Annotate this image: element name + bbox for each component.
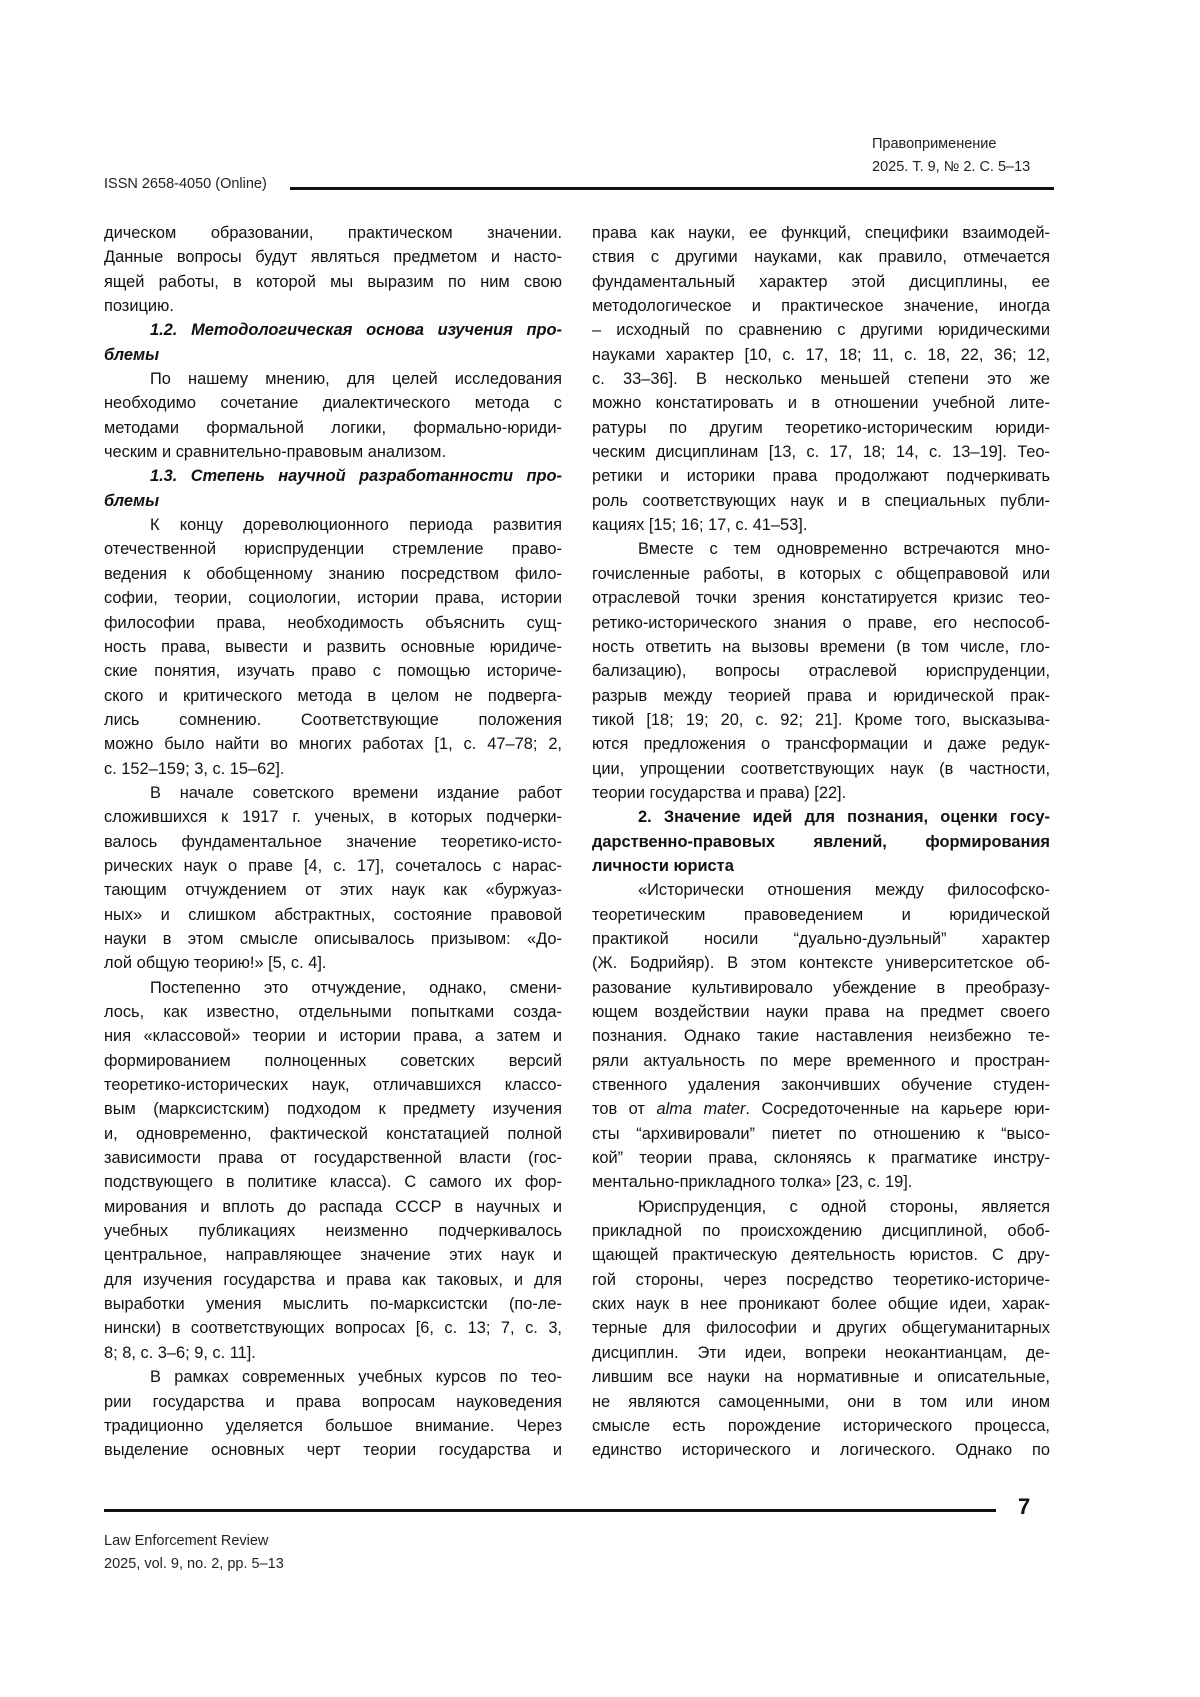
text-line: необходимо сочетание диалектического метода с <box>104 394 562 413</box>
text-line: Вместе с тем одновременно встречаются мно- <box>638 540 1050 559</box>
text-line: гочисленные работы, в которых с общеправовой или <box>592 564 1050 583</box>
issue-info-ru: 2025. Т. 9, № 2. С. 5–13 <box>872 159 1031 175</box>
text-line: и, одновременно, фактической констатацией полной <box>104 1124 562 1143</box>
text-line: ных» и слишком абстрактных, состояние правовой <box>104 905 562 924</box>
text-line: для изучения государства и права как таковых, и для <box>104 1270 562 1289</box>
text-line: права как науки, ее функций, специфики взаимодей- <box>592 224 1050 242</box>
text-line: В рамках современных учебных курсов по тео- <box>150 1368 562 1387</box>
running-footer <box>104 1530 284 1576</box>
text-line: (Ж. Бодрийяр). В этом контексте университетское об- <box>592 954 1050 973</box>
text-fragment: . Сосредоточенные на карьере юри- <box>745 1100 1050 1119</box>
left-text-column <box>104 221 562 1463</box>
text-line: дическом образовании, практическом значении. <box>104 224 562 242</box>
text-line: терные для философии и других общегуманитарных <box>592 1319 1050 1338</box>
text-line: познания. Однако такие наставления неизбежно те- <box>592 1027 1050 1046</box>
text-line: ния «классовой» теории и истории права, а затем и <box>104 1027 562 1046</box>
text-line: Юриспруденция, с одной стороны, является <box>638 1197 1050 1216</box>
journal-title-en: Law Enforcement Review <box>104 1533 269 1549</box>
text-line: кациях [15; 16; 17, с. 41–53]. <box>592 516 808 535</box>
text-line: ящей работы, в которой мы выразим по ним свою <box>104 272 562 291</box>
text-line: единство исторического и логического. Однако по <box>592 1441 1050 1460</box>
text-line: не являются самоценными, они в том или ином <box>592 1392 1050 1411</box>
text-line: центральное, направляющее значение этих наук и <box>104 1246 562 1265</box>
text-fragment: тов от <box>592 1100 657 1119</box>
text-line: ских наук в нее проникают более общие идеи, харак- <box>592 1295 1050 1314</box>
text-line: позицию. <box>104 297 174 316</box>
section-heading-line: дарственно-правовых явлений, формирования <box>592 832 1050 851</box>
text-line: формированием полноценных советских версий <box>104 1051 562 1070</box>
text-line: щающей практическую деятельность юристов. С дру- <box>592 1246 1050 1265</box>
text-line: нински) в соответствующих вопросах [6, с. 13; 7, с. 3, <box>104 1319 562 1338</box>
text-line: можно было найти во многих работах [1, с. 47–78; 2, <box>104 735 562 754</box>
text-line: гой стороны, через посредство теоретико-историче- <box>592 1270 1050 1289</box>
text-line: выработки умения мыслить по-марксистски (по-ле- <box>104 1295 562 1314</box>
text-line: 8; 8, с. 3–6; 9, с. 11]. <box>104 1343 256 1362</box>
text-line: ведения к обобщенному знанию посредством фило- <box>104 564 562 583</box>
text-line: вым (марксистским) подходом к предмету изучения <box>104 1100 562 1119</box>
text-line: ющем воздействии науки права на предмет своего <box>592 1003 1050 1021</box>
section-heading-line: личности юриста <box>592 856 734 875</box>
text-line: теоретическим правоведением и юридической <box>592 905 1050 924</box>
text-line: рии государства и права вопросам науковедения <box>104 1392 562 1411</box>
text-line: ность права, вывести и развить основные юридиче- <box>104 637 562 656</box>
text-line: валось фундаментальное значение теоретико-исто- <box>104 832 562 851</box>
text-line: учебных публикациях неизменно подчеркивалось <box>104 1222 562 1241</box>
text-line: лой общую теорию!» [5, с. 4]. <box>104 954 327 973</box>
text-line: ского и критического метода в целом не подверга- <box>104 686 562 705</box>
section-heading-line: 1.3. Степень научной разработанности про- <box>150 467 562 486</box>
text-line: традиционно уделяется большое внимание. Через <box>104 1416 562 1435</box>
text-line: рических наук о праве [4, с. 17], сочеталось с нарас- <box>104 856 562 875</box>
text-line: лившим все науки на нормативные и описательные, <box>592 1368 1050 1387</box>
text-line: мирования и вплоть до распада СССР в научных и <box>104 1197 562 1216</box>
text-line: роль соответствующих наук и в специальных публи- <box>592 491 1050 510</box>
text-line: отечественной юриспруденции стремление право- <box>104 540 562 559</box>
text-line: К концу дореволюционного периода развития <box>150 516 562 535</box>
text-line: ственного удаления закончивших обучение студен- <box>592 1076 1050 1095</box>
text-line: ческим дисциплинам [13, с. 17, 18; 14, с. 13–19]. Тео- <box>592 443 1050 462</box>
text-line: ются предложения о трансформации и даже редук- <box>592 735 1050 754</box>
right-text-column <box>592 221 1050 1463</box>
text-line: – исходный по сравнению с другими юридическими <box>592 321 1050 340</box>
text-line: подствующего в политике класса). С самого их фор- <box>104 1173 562 1192</box>
text-line: лись сомнению. Соответствующие положения <box>104 710 562 729</box>
section-heading-line: 1.2. Методологическая основа изучения про- <box>150 321 562 340</box>
section-heading-line: блемы <box>104 491 160 510</box>
text-line: По нашему мнению, для целей исследования <box>150 370 562 389</box>
text-line: тикой [18; 19; 20, с. 92; 21]. Кроме того, высказыва- <box>592 710 1050 729</box>
italic-term: alma mater <box>656 1100 746 1119</box>
page-number: 7 <box>1018 1494 1031 1519</box>
text-line: отраслевой точки зрения констатируется кризис тео- <box>592 589 1050 608</box>
journal-title-ru: Правоприменение <box>872 136 997 152</box>
text-line: софии, теории, социологии, истории права, истории <box>104 589 562 608</box>
text-line: зависимости права от государственной власти (гос- <box>104 1149 562 1168</box>
text-line: сложившихся к 1917 г. ученых, в которых подчерки- <box>104 808 562 827</box>
text-line: с. 33–36]. В несколько меньшей степени это же <box>592 370 1050 389</box>
running-header-right <box>872 133 1030 179</box>
text-line: фундаментальный характер этой дисциплины, ее <box>592 272 1050 291</box>
text-line: прикладной по происхождению дисциплиной, обоб- <box>592 1222 1050 1241</box>
text-line: дисциплин. Эти идеи, вопреки неокантианцам, де- <box>592 1343 1050 1362</box>
header-rule <box>290 187 1054 190</box>
text-line: методологическое и практическое значение, иногда <box>592 297 1050 316</box>
text-line: теории государства и права) [22]. <box>592 783 847 802</box>
text-line: ретики и историки права продолжают подчеркивать <box>592 467 1050 486</box>
text-line: лось, как известно, отдельными попытками созда- <box>104 1003 562 1021</box>
text-line: ствия с другими науками, как правило, отмечается <box>592 248 1050 267</box>
text-line: ческим и сравнительно-правовым анализом. <box>104 443 447 462</box>
text-line: науки в этом смысле описывалось призывом: «До- <box>104 929 562 948</box>
issue-info-en: 2025, vol. 9, no. 2, pp. 5–13 <box>104 1556 284 1572</box>
text-line: с. 152–159; 3, с. 15–62]. <box>104 759 285 778</box>
text-line: смысле есть порождение исторического процесса, <box>592 1416 1050 1435</box>
section-heading-line: 2. Значение идей для познания, оценки госу- <box>638 808 1050 827</box>
text-line: разование культивировало убеждение в преобразу- <box>592 978 1050 997</box>
text-line: Постепенно это отчуждение, однако, смени- <box>150 978 562 997</box>
text-line: бализацию), вопросы отраслевой юриспруденции, <box>592 662 1050 681</box>
text-line: методами формальной логики, формально-юриди- <box>104 418 562 437</box>
text-line: кой” теории права, склоняясь к прагматике инстру- <box>592 1149 1050 1168</box>
text-line: ретико-исторического знания о праве, его неспособ- <box>592 613 1050 632</box>
text-line: тающим отчуждением от этих наук как «буржуаз- <box>104 881 562 900</box>
text-line: В начале советского времени издание работ <box>150 783 562 802</box>
text-line: ратуры по другим теоретико-историческим юриди- <box>592 418 1050 437</box>
text-line: сты “архивировали” пиетет по отношению к “высо- <box>592 1124 1050 1143</box>
text-line: Данные вопросы будут являться предметом и насто- <box>104 248 562 267</box>
text-line: практикой носили “дуально-дуэльный” характер <box>592 929 1050 948</box>
text-line: ность ответить на вызовы времени (в том числе, гло- <box>592 637 1050 656</box>
text-line: теоретико-исторических наук, отличавшихся классо- <box>104 1076 562 1095</box>
text-line <box>592 1097 1050 1121</box>
text-line: выделение основных черт теории государства и <box>104 1441 562 1460</box>
text-line: «Исторически отношения между философско- <box>638 881 1050 900</box>
text-line: ские понятия, изучать право с помощью историче- <box>104 662 562 681</box>
footer-rule <box>104 1509 996 1512</box>
text-line: ряли актуальность по мере временного и простран- <box>592 1051 1050 1070</box>
text-line: ции, упрощении соответствующих наук (в частности, <box>592 759 1050 778</box>
section-heading-line: блемы <box>104 345 160 364</box>
text-line: науками характер [10, с. 17, 18; 11, с. 18, 22, 36; 12, <box>592 345 1050 364</box>
text-line: философии права, необходимость объяснить сущ- <box>104 613 562 632</box>
text-line: ментально-прикладного толка» [23, с. 19]. <box>592 1173 913 1192</box>
text-line: можно констатировать и в отношении учебной лите- <box>592 394 1050 413</box>
text-line: разрыв между теорией права и юридической прак- <box>592 686 1050 705</box>
issn-label: ISSN 2658-4050 (Online) <box>104 176 267 192</box>
